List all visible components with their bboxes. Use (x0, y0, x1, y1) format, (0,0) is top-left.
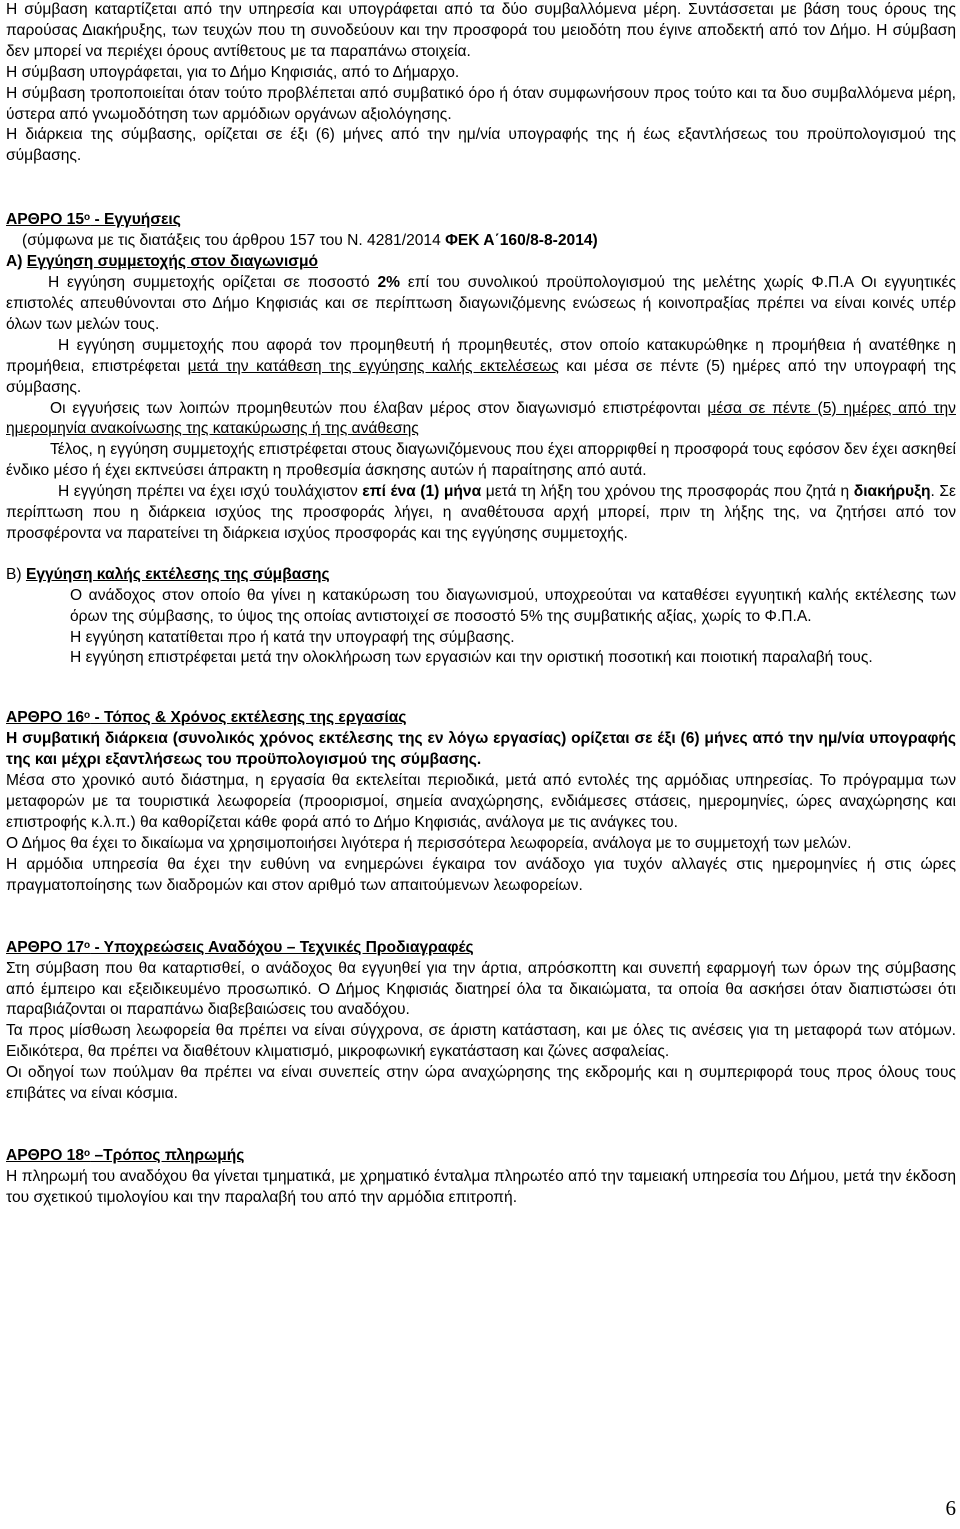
page-number: 6 (945, 1496, 956, 1520)
article-18-heading (6, 1145, 956, 1167)
article-16-paragraph-2: Ο Δήμος θα έχει το δικαίωμα να χρησιμοποιήσει λιγότερα ή περισσότερα λεωφορεία, ανάλογα με το συμμετοχή των μελών. (6, 834, 852, 852)
intro-paragraph-1: Η σύμβαση καταρτίζεται από την υπηρεσία και υπογράφεται από τα δύο συμβαλλόμενα μέρη. Συντάσσεται με βάση τους όρους της παρούσας Διακήρυξης, των τευχών που τη συνοδεύουν και την προσφορά του μειοδότη που έγινε αποδεκτή από τον Δήμο. Η σύμβαση δεν μπορεί να περιέχει όρους αντίθετους με τα παραπάνω στοιχεία. (6, 1, 956, 60)
section-a-paragraph-5: Η εγγύηση πρέπει να έχει ισχύ τουλάχιστον επί ένα (1) μήνα μετά τη λήξη του χρόνου της προσφοράς που ζητά η διακήρυξη. Σε περίπτωση που η διάρκεια ισχύος της προσφοράς λήγει, η αναθέτουσα αρχή μπορεί, πριν τη λήξης της, να ζητήσει από τον προσφέροντα να παρατείνει τη διάρκεια ισχύος προσφοράς και της εγγύησης συμμετοχής. (6, 483, 956, 542)
article-17-paragraph-3: Οι οδηγοί των πούλμαν θα πρέπει να είναι συνεπείς στην ώρα αναχώρησης της εκδρομής και η συμπεριφορά τους προς όλους τους επιβάτες να είναι κόσμια. (6, 1064, 956, 1103)
article-16-number: ΑΡΘΡΟ 16 (6, 709, 84, 727)
section-b-heading: Β) Εγγύηση καλής εκτέλεσης της σύμβασης (6, 565, 330, 583)
article-17-paragraph-1: Στη σύμβαση που θα καταρτισθεί, ο ανάδοχος θα εγγυηθεί για την άρτια, απρόσκοπτη και συνεπή εφαρμογή των όρων της σύμβασης από έμπειρο και εξειδικευμένο προσωπικό. Ο Δήμος Κηφισιάς διατηρεί όλα τα δικαιώματα, τα οποία θα ασκήσει όταν διαπιστώσει ότι παραβιάζονται οι παραπάνω διαβεβαιώσεις του αναδόχου. (6, 959, 956, 1019)
article-16-ordinal: ο (84, 710, 91, 722)
section-a-heading: Α) Εγγύηση συμμετοχής στον διαγωνισμό (6, 253, 319, 271)
document-page (6, 0, 956, 1209)
article-17-paragraph-2: Τα προς μίσθωση λεωφορεία θα πρέπει να είναι σύγχρονα, σε άριστη κατάσταση, και με όλες τις ανέσεις για τη μεταφορά των ατόμων. Ειδικότερα, θα πρέπει να διαθέτουν κλιματισμό, μικροφωνική εγκατάσταση και ζώνες ασφαλείας. (6, 1022, 956, 1061)
intro-paragraph-4: Η διάρκεια της σύμβασης, ορίζεται σε έξι (6) μήνες από την ημ/νία υπογραφής της ή έως εξαντλήσεως του προϋπολογισμού της σύμβασης. (6, 126, 956, 165)
article-18-paragraph-1: Η πληρωμή του αναδόχου θα γίνεται τμηματικά, με χρηματικό ένταλμα πληρωτέο από την ταμειακή υπηρεσία του Δήμου, μετά την έκδοση του σχετικού τιμολογίου και την παραλαβή του από την αρμόδια επιτροπή. (6, 1167, 956, 1206)
article-16-paragraph-3: Η αρμόδια υπηρεσία θα έχει την ευθύνη να ενημερώνει έγκαιρα τον ανάδοχο για τυχόν αλλαγές στις ημερομηνίες ή στις ώρες πραγματοποίησης των διαδρομών και στον αριθμό των απαιτούμενων λεωφορείων. (6, 855, 956, 894)
section-b-paragraph-1: Ο ανάδοχος στον οποίο θα γίνει η κατακύρωση του διαγωνισμού, υποχρεούται να καταθέσει εγγυητική καλής εκτέλεσης των όρων της σύμβασης, το ύψος της οποίας αντιστοιχεί σε ποσοστό 5% της συμβατικής αξίας, χωρίς το Φ.Π.Α. (70, 586, 956, 625)
article-15-number: ΑΡΘΡΟ 15 (6, 211, 84, 229)
section-b-paragraph-3: Η εγγύηση επιστρέφεται μετά την ολοκλήρωση των εργασιών και την οριστική ποσοτική και ποιοτική παραλαβή τους. (70, 649, 873, 667)
article-15-ordinal: ο (84, 212, 91, 224)
article-15-title: - Εγγυήσεις (90, 211, 181, 229)
article-18-ordinal: ο (84, 1147, 91, 1159)
article-16-paragraph-1: Μέσα στο χρονικό αυτό διάστημα, η εργασία θα εκτελείται περιοδικά, μετά από εντολές της αρμόδιας υπηρεσίας. Το πρόγραμμα των μεταφορών με τα τουριστικά λεωφορεία (προορισμοί, σημεία αναχώρησης, ενδιάμεσες στάσεις, ημερομηνίες, ώρες αναχώρησης και επιστροφής κ.λ.π.) θα καθορίζεται κάθε φορά από το Δήμο Κηφισιάς, ανάλογα με τις ανάγκες του. (6, 772, 956, 831)
article-16-title: - Τόπος & Χρόνος εκτέλεσης της εργασίας (90, 709, 407, 727)
article-16-heading (6, 707, 956, 729)
article-15-heading (6, 209, 956, 231)
article-17-ordinal: ο (84, 939, 91, 951)
article-17-heading (6, 937, 956, 959)
article-18-number: ΑΡΘΡΟ 18 (6, 1146, 84, 1164)
section-a-paragraph-2: Η εγγύηση συμμετοχής που αφορά τον προμηθευτή ή προμηθευτές, στον οποίο κατακυρώθηκε η προμήθεια ή ανατέθηκε η προμήθεια, επιστρέφεται μετά την κατάθεση της εγγύησης καλής εκτελέσεως και μέσα σε πέντε (5) ημέρες από την υπογραφή της σύμβασης. (6, 336, 956, 396)
article-16-duration: Η συμβατική διάρκεια (συνολικός χρόνος εκτέλεσης της εν λόγω εργασίας) ορίζεται σε έξι (6) μήνες από την ημ/νία υπογραφής της και μέχρι εξαντλήσεως του προϋπολογισμού της σύμβασης. (6, 730, 956, 769)
article-18-title: –Τρόπος πληρωμής (90, 1146, 245, 1164)
section-b-paragraph-2: Η εγγύηση κατατίθεται προ ή κατά την υπογραφή της σύμβασης. (70, 628, 515, 646)
article-15-law-reference: (σύμφωνα με τις διατάξεις του άρθρου 157 του Ν. 4281/2014 ΦΕΚ Α΄160/8-8-2014) (22, 232, 598, 250)
intro-paragraph-2: Η σύμβαση υπογράφεται, για το Δήμο Κηφισιάς, από το Δήμαρχο. (6, 63, 460, 81)
section-a-paragraph-1: Η εγγύηση συμμετοχής ορίζεται σε ποσοστό 2% επί του συνολικού προϋπολογισμού της μελέτης χωρίς Φ.Π.Α Οι εγγυητικές επιστολές απευθύνονται στο Δήμο Κηφισιάς και σε περίπτωση διαγωνιζόμενης ενώσεως ή κοινοπραξίας πρέπει να είναι κοινές υπέρ όλων των μελών τους. (6, 274, 956, 333)
intro-paragraph-3: Η σύμβαση τροποποιείται όταν τούτο προβλέπεται από συμβατικό όρο ή όταν συμφωνήσουν προς τούτο και τα δυο συμβαλλόμενα μέρη, ύστερα από γνωμοδότηση των αρμόδιων οργάνων αξιολόγησης. (6, 84, 956, 123)
section-a-paragraph-4: Τέλος, η εγγύηση συμμετοχής επιστρέφεται στους διαγωνιζόμενους που έχει απορριφθεί η προσφορά τους εφόσον δεν έχει ασκηθεί ένδικο μέσο ή έχει εκπνεύσει άπρακτη η προθεσμία άσκησης αυτών ή παραίτησης από αυτά. (6, 441, 956, 480)
section-a-paragraph-3: Οι εγγυήσεις των λοιπών προμηθευτών που έλαβαν μέρος στον διαγωνισμό επιστρέφονται μέσα σε πέντε (5) ημέρες από την ημερομηνία ανακοίνωσης της κατακύρωσης ή της ανάθεσης (6, 399, 956, 438)
article-17-number: ΑΡΘΡΟ 17 (6, 938, 84, 956)
article-17-title: - Υποχρεώσεις Αναδόχου – Τεχνικές Προδιαγραφές (90, 938, 474, 956)
